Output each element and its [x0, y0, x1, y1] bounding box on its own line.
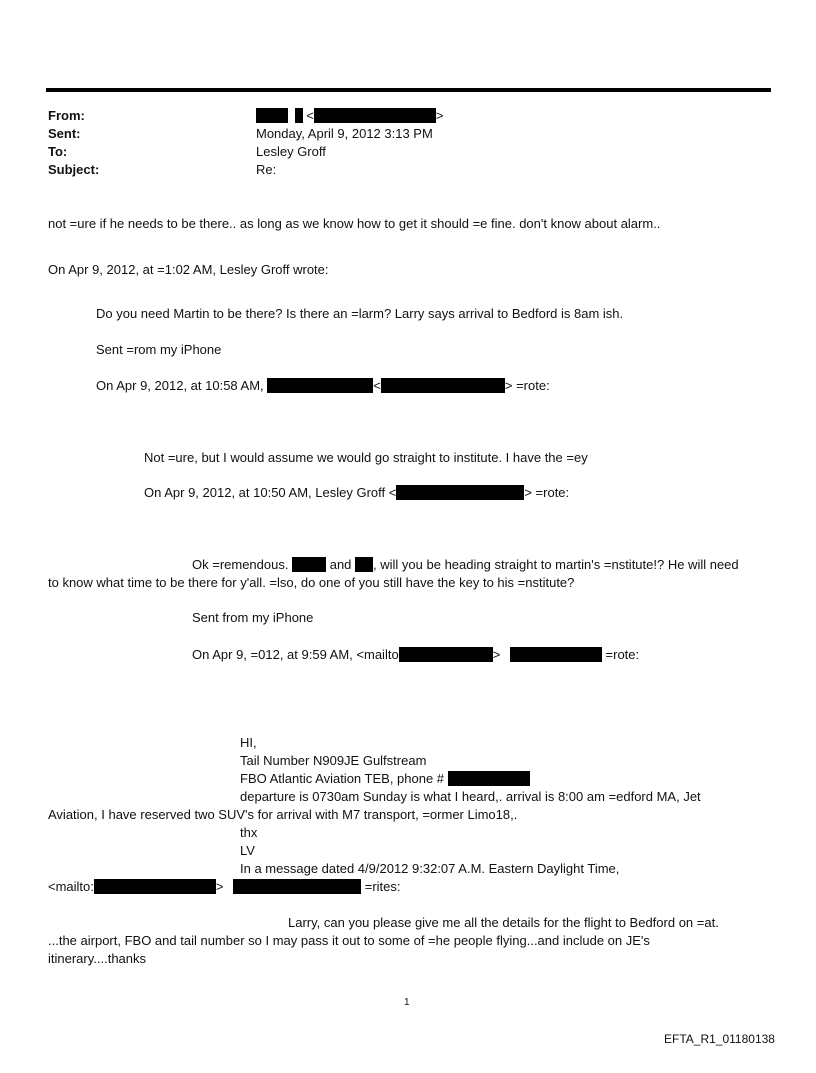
redaction-block: [292, 557, 326, 572]
body-line: Not =ure, but I would assume we would go straight to institute. I have the =ey: [144, 450, 588, 465]
body-line: Larry, can you please give me all the details for the flight to Bedford on =at.: [288, 915, 719, 930]
body-line: Tail Number N909JE Gulfstream: [240, 753, 427, 768]
body-line: HI,: [240, 735, 257, 750]
body-line: On Apr 9, 2012, at =1:02 AM, Lesley Groff wrote:: [48, 262, 329, 277]
body-line: not =ure if he needs to be there.. as long as we know how to get it should =e fine. don't know about alarm..: [48, 216, 661, 231]
quote-header-text: =rites:: [364, 879, 401, 894]
redaction-block: [256, 108, 288, 123]
body-line: [240, 770, 530, 788]
redaction-block: [314, 108, 436, 123]
quote-header-text: >: [492, 647, 501, 662]
quote-header-text: > =rote:: [504, 378, 550, 393]
quote-header-line: [96, 377, 550, 395]
redaction-block: [355, 557, 373, 572]
body-line: Sent =rom my iPhone: [96, 342, 222, 357]
redaction-block: [94, 879, 216, 894]
sent-label: Sent:: [48, 126, 81, 141]
body-line: ...the airport, FBO and tail number so I may pass it out to some of =he people flying...and include on JE's: [48, 933, 650, 948]
body-text: FBO Atlantic Aviation TEB, phone #: [240, 771, 445, 786]
quote-header-text: > =rote:: [524, 485, 570, 500]
redaction-block: [233, 879, 361, 894]
from-value: [256, 107, 443, 125]
redaction-block: [396, 485, 524, 500]
quote-header-line: [192, 646, 639, 664]
body-line: thx: [240, 825, 258, 840]
redaction-block: [448, 771, 530, 786]
document-id: EFTA_R1_01180138: [664, 1032, 775, 1046]
quote-header-text: =rote:: [605, 647, 640, 662]
redaction-block: [295, 108, 303, 123]
quote-header-line: [48, 878, 401, 896]
quote-header-line: [144, 484, 569, 502]
body-text: Ok =remendous.: [192, 557, 289, 572]
to-value: Lesley Groff: [256, 144, 326, 159]
body-line: [192, 556, 739, 574]
from-lt: <: [306, 108, 314, 123]
redaction-block: [381, 378, 505, 393]
quote-header-text: On Apr 9, 2012, at 10:58 AM,: [96, 378, 264, 393]
quote-header-text: <: [373, 378, 381, 393]
body-line: Aviation, I have reserved two SUV's for arrival with M7 transport, =ormer Limo18,.: [48, 807, 518, 822]
quote-header-text: >: [215, 879, 224, 894]
body-line: departure is 0730am Sunday is what I heard,. arrival is 8:00 am =edford MA, Jet: [240, 789, 701, 804]
body-line: LV: [240, 843, 255, 858]
page-number: 1: [404, 997, 410, 1008]
subject-label: Subject:: [48, 162, 100, 177]
from-label: From:: [48, 108, 85, 123]
from-gt: >: [435, 108, 444, 123]
redaction-block: [510, 647, 602, 662]
body-line: Sent from my iPhone: [192, 610, 314, 625]
body-line: to know what time to be there for y'all. =lso, do one of you still have the key to his =nstitute?: [48, 575, 575, 590]
redaction-block: [267, 378, 373, 393]
body-line: In a message dated 4/9/2012 9:32:07 A.M. Eastern Daylight Time,: [240, 861, 620, 876]
redaction-block: [399, 647, 493, 662]
quote-header-text: On Apr 9, =012, at 9:59 AM, <mailto: [192, 647, 399, 662]
to-label: To:: [48, 144, 68, 159]
body-line: Do you need Martin to be there? Is there an =larm? Larry says arrival to Bedford is 8am ish.: [96, 306, 624, 321]
body-text: , will you be heading straight to martin's =nstitute!? He will need: [373, 557, 739, 572]
sent-value: Monday, April 9, 2012 3:13 PM: [256, 126, 433, 141]
body-text: and: [329, 557, 352, 572]
quote-header-text: <mailto:: [48, 879, 94, 894]
body-line: itinerary....thanks: [48, 951, 147, 966]
quote-header-text: On Apr 9, 2012, at 10:50 AM, Lesley Groff <: [144, 485, 397, 500]
header-rule: [46, 88, 771, 92]
subject-value: Re:: [256, 162, 277, 177]
